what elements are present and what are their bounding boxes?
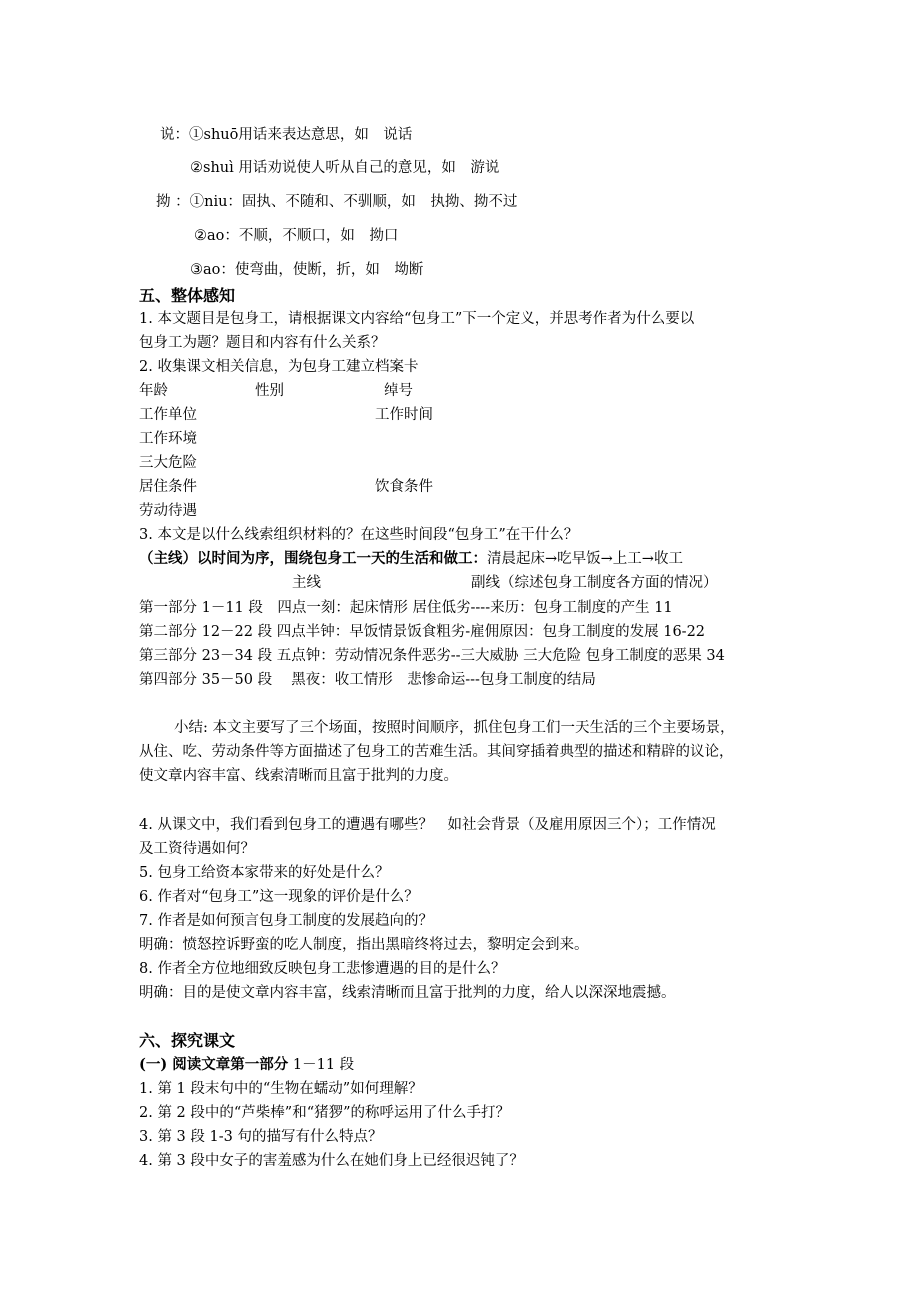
summary-line-2: 从住、吃、劳动条件等方面描述了包身工的苦难生活。其间穿插着典型的描述和精辟的议论， [139,744,734,760]
s6-subtitle [139,1055,354,1075]
pron-niu-1: 拗 ：①niu：固执、不随和、不驯顺，如 执拗、拗不过 [156,194,518,210]
label-main: 主线 [292,575,321,591]
s5-q1-line2: 包身工为题？题目和内容有什么关系？ [139,335,386,351]
card-treatment-label: 劳动待遇 [139,503,197,519]
s5-q4-line1: 4. 从课文中，我们看到包身工的遭遇有哪些？ 如社会背景（及雇用原因三个）；工作情况 [139,817,716,833]
s5-a7: 明确：愤怒控诉野蛮的吃人制度，指出黑暗终将过去，黎明定会到来。 [139,937,589,953]
card-gender-label: 性别 [255,383,284,399]
s5-q5: 5. 包身工给资本家带来的好处是什么？ [139,865,390,881]
s5-mainline [139,549,683,569]
part-4: 第四部分 35－50 段 黑夜：收工情形 悲惨命运---包身工制度的结局 [139,672,596,688]
card-food-label: 饮食条件 [375,479,433,495]
pron-niu-2: ②ao：不顺，不顺口，如 拗口 [194,228,399,244]
label-sub: 副线（综述包身工制度各方面的情况） [471,575,718,591]
summary-line-3: 使文章内容丰富、线索清晰而且富于批判的力度。 [139,768,458,784]
mainline-rest: 清晨起床→吃早饭→上工→收工 [487,551,683,567]
s6-q1: 1. 第 1 段末句中的“生物在蠕动”如何理解？ [139,1081,423,1097]
s5-q1-line1: 1. 本文题目是包身工，请根据课文内容给“包身工”下一个定义，并思考作者为什么要以 [139,311,695,327]
part-3: 第三部分 23－34 段 五点钟：劳动情况条件恶劣--三大威胁 三大危险 包身工制度的恶果 34 [139,648,725,664]
s6-subtitle-rest: 1－11 段 [288,1057,355,1073]
part-2: 第二部分 12－22 段 四点半钟：早饭情景饭食粗劣-雇佣原因：包身工制度的发展 16-22 [139,624,706,640]
card-age-label: 年龄 [139,383,168,399]
summary-line-1: 小结: 本文主要写了三个场面，按照时间顺序，抓住包身工们一天生活的三个主要场景， [174,720,735,736]
card-env-label: 工作环境 [139,431,197,447]
pron-shuo-2: ②shuì 用话劝说使人听从自己的意见，如 游说 [190,160,500,176]
s5-q6: 6. 作者对“包身工”这一现象的评价是什么？ [139,889,419,905]
card-danger-label: 三大危险 [139,455,197,471]
s5-q7: 7. 作者是如何预言包身工制度的发展趋向的？ [139,913,433,929]
section-5-title: 五、整体感知 [139,286,236,305]
s5-q3: 3. 本文是以什么线索组织材料的？在这些时间段“包身工”在干什么？ [139,527,579,543]
s6-q2: 2. 第 2 段中的“芦柴棒”和“猪猡”的称呼运用了什么手打？ [139,1105,511,1121]
card-unit-label: 工作单位 [139,407,197,423]
s5-q8: 8. 作者全方位地细致反映包身工悲惨遭遇的目的是什么？ [139,961,506,977]
pron-niu-3: ③ao：使弯曲，使断，折，如 坳断 [190,262,424,278]
pron-shuo-1: 说：①shuō用话来表达意思，如 说话 [160,127,413,143]
s5-a8: 明确：目的是使文章内容丰富，线索清晰而且富于批判的力度，给人以深深地震撼。 [139,985,676,1001]
s5-q2: 2. 收集课文相关信息，为包身工建立档案卡 [139,359,419,375]
card-living-label: 居住条件 [139,479,197,495]
part-1: 第一部分 1－11 段 四点一刻：起床情形 居住低劣----来历：包身工制度的产生 11 [139,600,673,616]
s5-q4-line2: 及工资待遇如何？ [139,841,255,857]
s6-q4: 4. 第 3 段中女子的害羞感为什么在她们身上已经很迟钝了？ [139,1153,524,1169]
s6-q3: 3. 第 3 段 1-3 句的描写有什么特点？ [139,1129,383,1145]
mainline-bold: （主线）以时间为序，围绕包身工一天的生活和做工： [139,550,487,567]
card-worktime-label: 工作时间 [375,407,433,423]
card-nickname-label: 绰号 [384,383,413,399]
s6-subtitle-bold: (一) 阅读文章第一部分 [139,1056,289,1073]
section-6-title: 六、探究课文 [139,1031,236,1050]
